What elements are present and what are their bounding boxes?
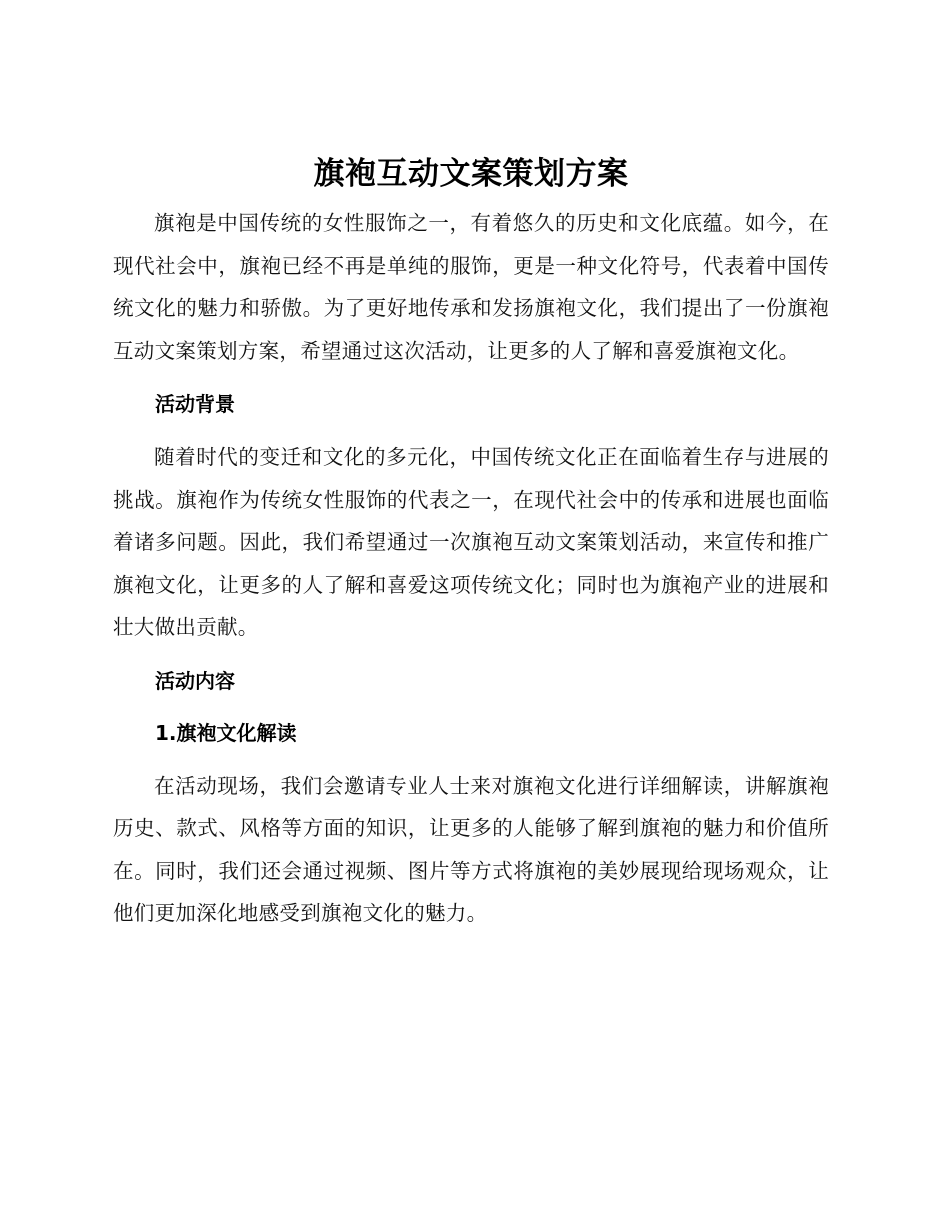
intro-paragraph: 旗袍是中国传统的女性服饰之一，有着悠久的历史和文化底蕴。如今，在现代社会中，旗袍已经不再是单纯的服饰，更是一种文化符号，代表着中国传统文化的魅力和骄傲。为了更好地传承和发扬旗袍文化，我们提出了一份旗袍互动文案策划方案，希望通过这次活动，让更多的人了解和喜爱旗袍文化。: [113, 211, 829, 363]
section-heading-content: 活动内容: [155, 668, 235, 693]
culture-reading-paragraph: 在活动现场，我们会邀请专业人士来对旗袍文化进行详细解读，讲解旗袍历史、款式、风格等方面的知识，让更多的人能够了解到旗袍的魅力和价值所在。同时，我们还会通过视频、图片等方式将旗袍的美妙展现给现场观众，让他们更加深化地感受到旗袍文化的魅力。: [113, 773, 829, 925]
document-title: 旗袍互动文案策划方案: [313, 156, 629, 192]
background-paragraph: 随着时代的变迁和文化的多元化，中国传统文化正在面临着生存与进展的挑战。旗袍作为传统女性服饰的代表之一，在现代社会中的传承和进展也面临着诸多问题。因此，我们希望通过一次旗袍互动文案策划活动，来宣传和推广旗袍文化，让更多的人了解和喜爱这项传统文化；同时也为旗袍产业的进展和壮大做出贡献。: [113, 445, 829, 639]
subsection-heading-culture-reading: 1.旗袍文化解读: [155, 720, 297, 745]
section-heading-background: 活动背景: [155, 392, 235, 416]
document-body: [113, 152, 829, 935]
